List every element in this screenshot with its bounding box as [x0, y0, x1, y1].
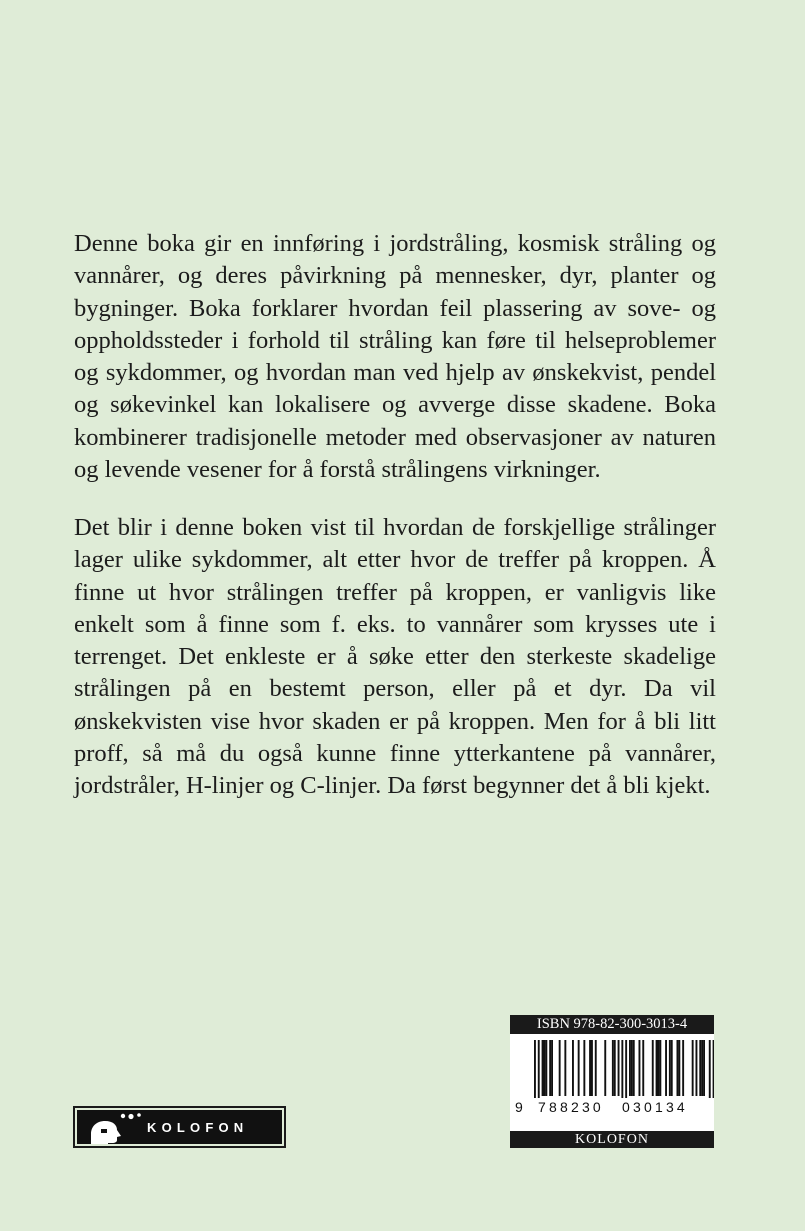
barcode-bar: [564, 1040, 566, 1096]
barcode-bar: [572, 1040, 574, 1096]
barcode-bars: [510, 1034, 714, 1098]
publisher-logo: [73, 1106, 286, 1148]
barcode-bar: [604, 1040, 606, 1096]
publisher-logo-box: [77, 1110, 282, 1144]
isbn-barcode: [510, 1015, 714, 1148]
barcode-digits-left: 788230: [538, 1099, 604, 1115]
barcode-bar: [618, 1040, 620, 1096]
barcode-bar: [696, 1040, 698, 1096]
barcode-bar: [699, 1040, 701, 1096]
barcode-digits-right: 030134: [622, 1099, 688, 1115]
barcode-digits: [510, 1099, 714, 1115]
barcode-bar: [652, 1040, 654, 1096]
barcode-bar: [703, 1040, 705, 1096]
barcode-bar: [595, 1040, 597, 1096]
barcode-bar: [544, 1040, 546, 1096]
barcode-bar: [625, 1040, 627, 1098]
barcode-bar: [538, 1040, 540, 1098]
barcode-bar: [621, 1040, 623, 1098]
barcode-bar: [591, 1040, 593, 1096]
barcode-bar: [701, 1040, 703, 1096]
barcode-bar: [542, 1040, 544, 1096]
barcode-bar: [678, 1040, 680, 1096]
barcode-digit-first: 9: [515, 1099, 523, 1115]
blurb-paragraph-2-text: Det blir i denne boken vist til hvordan de forskjellige strålinger lager ulike sykdommer, alt etter hvor de treffer på kroppen. Å finne ut hvor strålingen treffer på kroppen, er vanligvis like enkelt som å finne som f. eks. to vannårer som krysses ute i terrenget. Det enkleste er å søke etter den sterkeste skadelige strålingen på en bestemt person, eller på et dyr. Da vil ønskekvisten vise hvor skaden er på kroppen. Men for å bli litt proff, så må du også kunne finne ytterkantene på vannårer, jordstråler, H-linjer og C-linjer. Da først begynner det å bli kjekt.: [74, 514, 716, 800]
barcode-bar: [633, 1040, 635, 1096]
barcode-bar: [534, 1040, 536, 1098]
blurb-paragraph-1-text: Denne boka gir en innføring i jordstråling, kosmisk stråling og vannårer, og deres påvirkning på mennesker, dyr, planter og bygninger. Boka forklarer hvordan feil plassering av sove- og oppholdssteder i forhold til stråling kan føre til helseproblemer og sykdommer, og hvordan man ved hjelp av ønskekvist, pendel og søkevinkel kan lokalisere og avverge disse skadene. Boka kombinerer tradisjonelle metoder med observasjoner av naturen og levende vesener for å forstå strålingens virkninger.: [74, 230, 716, 484]
barcode-bar: [671, 1040, 673, 1096]
barcode-bar: [545, 1040, 547, 1096]
barcode-bar: [656, 1040, 658, 1096]
barcode-bar: [709, 1040, 711, 1098]
publisher-logo-text: KOLOFON: [147, 1119, 249, 1135]
blurb-paragraph-1: [74, 228, 716, 486]
isbn-label: ISBN 978-82-300-3013-4: [510, 1015, 714, 1034]
barcode-bar: [713, 1040, 714, 1098]
barcode-bar: [614, 1040, 616, 1096]
kolofon-head-logo-icon: [81, 1110, 143, 1144]
barcode-bar: [629, 1040, 631, 1096]
barcode-bar: [578, 1040, 580, 1096]
barcode-bar: [658, 1040, 660, 1096]
barcode-bar: [665, 1040, 667, 1096]
barcode-bar: [692, 1040, 694, 1096]
barcode-bar: [631, 1040, 633, 1096]
barcode-bar: [551, 1040, 553, 1096]
barcode-bar: [669, 1040, 671, 1096]
barcode-bar: [589, 1040, 591, 1096]
barcode-bar: [659, 1040, 661, 1096]
barcode-bar: [559, 1040, 561, 1096]
barcode-bar: [677, 1040, 679, 1096]
blurb-paragraph-2: [74, 512, 716, 803]
barcode-bar: [642, 1040, 644, 1096]
barcode-bar: [682, 1040, 684, 1096]
barcode-bar: [549, 1040, 551, 1096]
barcode-bar: [639, 1040, 641, 1096]
barcode-bar: [583, 1040, 585, 1096]
barcode-bar: [612, 1040, 614, 1096]
barcode-publisher-label: KOLOFON: [510, 1131, 714, 1148]
